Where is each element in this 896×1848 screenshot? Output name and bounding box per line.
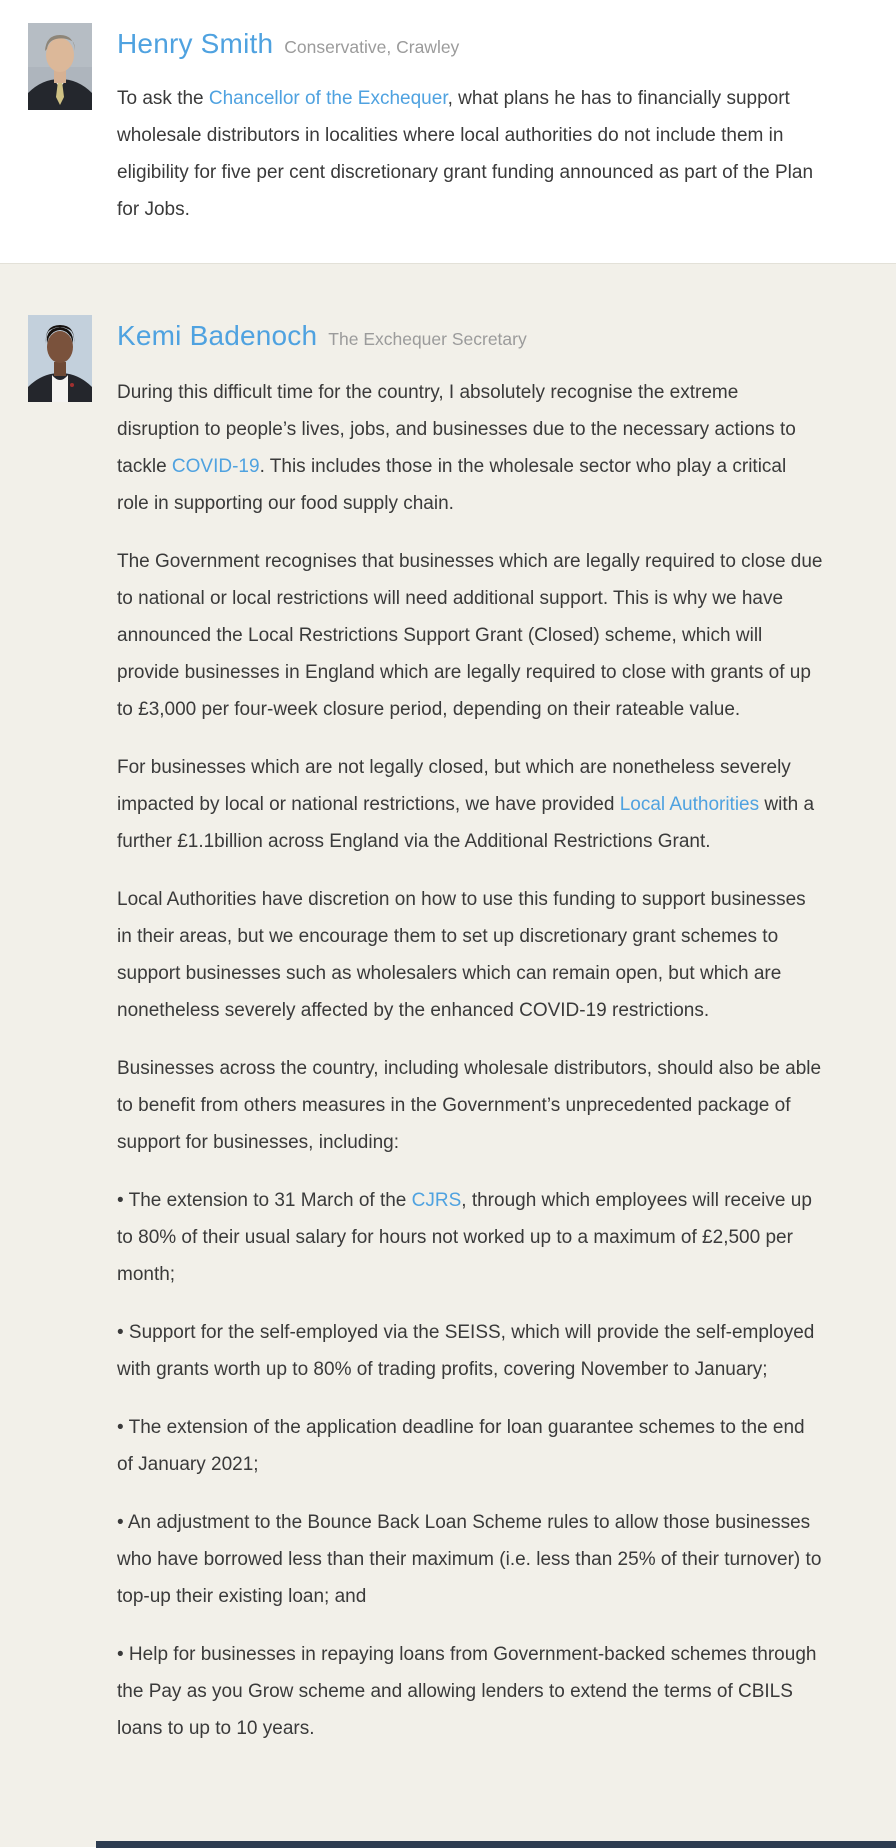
text-segment: , what plans he has to financially support wholesale distributors in localities where local authorities do not include them in eligibility for five per cent discretionary grant funding announced as part of the Plan for Jobs. [117, 88, 814, 220]
speech-paragraph [117, 1636, 823, 1747]
henry-smith-portrait-image [28, 23, 92, 110]
speech-paragraph [117, 749, 823, 860]
speech-paragraph [117, 1409, 823, 1483]
speaker-name-link[interactable]: Henry Smith [117, 28, 274, 59]
inline-link[interactable]: Local Authorities [619, 794, 760, 815]
question-text [117, 80, 823, 228]
speaker-header [117, 23, 823, 64]
speech-paragraph [117, 1050, 823, 1161]
speaker-role: Conservative, Crawley [284, 37, 460, 57]
text-segment: with a further £1.1billion across England via the Additional Restrictions Grant. [117, 794, 815, 852]
speech-paragraph [117, 543, 823, 728]
text-segment: To ask the [117, 88, 209, 109]
answer-section [0, 263, 896, 1847]
inline-link[interactable]: Chancellor of the Exchequer [208, 88, 448, 109]
speech-paragraph [117, 881, 823, 1029]
text-segment: • Support for the self-employed via the SEISS, which will provide the self-employed with grants worth up to 80% of trading profits, covering November to January; [117, 1322, 815, 1380]
kemi-badenoch-portrait-image [28, 315, 92, 402]
speaker-role: The Exchequer Secretary [328, 329, 527, 349]
text-segment: Local Authorities have discretion on how to use this funding to support businesses in their areas, but we encourage them to set up discretionary grant schemes to support businesses such as wholesalers which can remain open, but which are nonetheless severely affected by the enhanced COVID-19 restrictions. [117, 889, 806, 1021]
speaker-header [117, 315, 823, 356]
inline-link[interactable]: CJRS [411, 1190, 462, 1211]
text-segment: During this difficult time for the country, I absolutely recognise the extreme disruption to people’s lives, jobs, and businesses due to the necessary actions to tackle [117, 382, 796, 477]
text-segment: , through which employees will receive up to 80% of their usual salary for hours not worked up to a maximum of £2,500 per month; [117, 1190, 812, 1285]
speech-paragraph [117, 374, 823, 522]
text-segment: Businesses across the country, including wholesale distributors, should also be able to benefit from others measures in the Government’s unprecedented package of support for businesses, including: [117, 1058, 822, 1153]
kemi-badenoch-portrait [28, 315, 92, 402]
text-segment: • The extension to 31 March of the [117, 1190, 412, 1211]
speaker-name-link[interactable]: Kemi Badenoch [117, 320, 318, 351]
answer-text [117, 374, 823, 1747]
question-section [0, 0, 896, 263]
text-segment: • The extension of the application deadline for loan guarantee schemes to the end of January 2021; [117, 1417, 805, 1475]
text-segment: • An adjustment to the Bounce Back Loan Scheme rules to allow those businesses who have borrowed less than their maximum (i.e. less than 25% of their turnover) to top-up their existing loan; and [117, 1512, 822, 1607]
speech-paragraph [117, 1504, 823, 1615]
speech-paragraph [117, 80, 823, 228]
inline-link[interactable]: COVID-19 [171, 456, 260, 477]
text-segment: The Government recognises that businesses which are legally required to close due to national or local restrictions will need additional support. This is why we have announced the Local Restrictions Support Grant (Closed) scheme, which will provide businesses in England which are legally required to close with grants of up to £3,000 per four-week closure period, depending on their rateable value. [117, 551, 823, 720]
text-segment: • Help for businesses in repaying loans from Government-backed schemes through the Pay as you Grow scheme and allowing lenders to extend the terms of CBILS loans to up to 10 years. [117, 1644, 817, 1739]
speech-paragraph [117, 1314, 823, 1388]
henry-smith-portrait [28, 23, 92, 110]
text-segment: . This includes those in the wholesale sector who play a critical role in supporting our food supply chain. [117, 456, 787, 514]
speech-paragraph [117, 1182, 823, 1293]
next-section-divider-bar [96, 1841, 896, 1848]
text-segment: For businesses which are not legally closed, but which are nonetheless severely impacted by local or national restrictions, we have provided [117, 757, 791, 815]
